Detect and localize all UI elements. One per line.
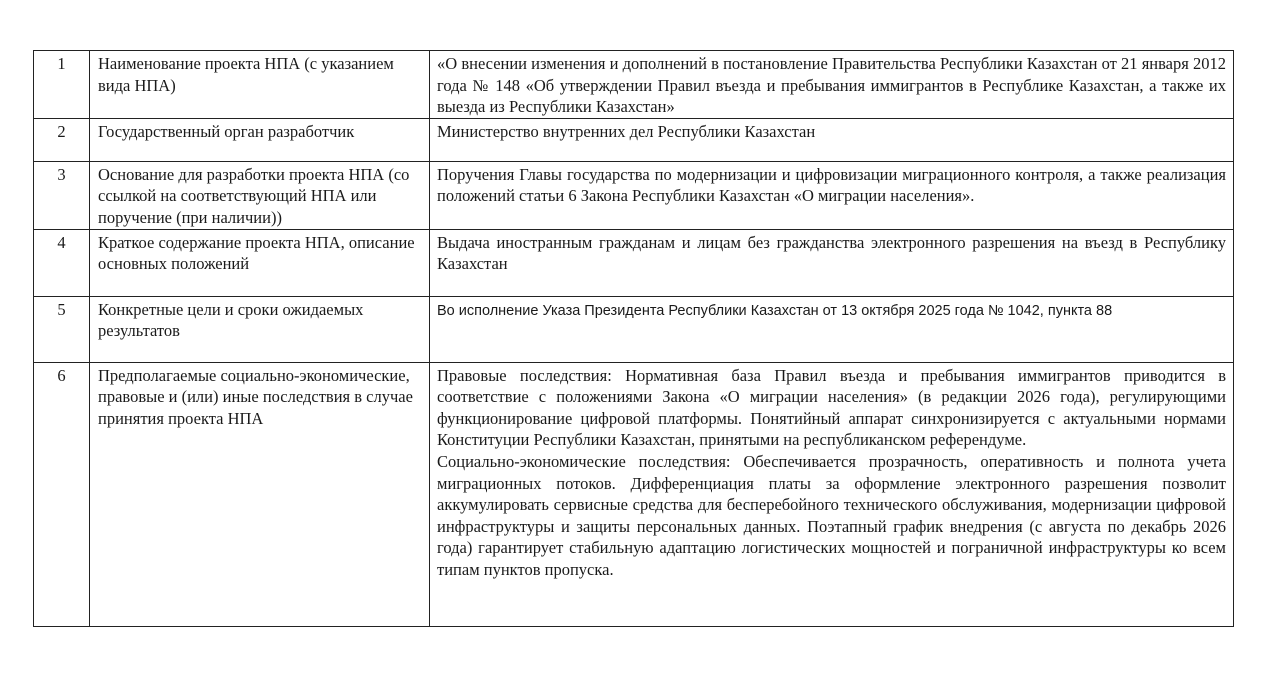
row-number: 4: [34, 229, 90, 296]
npa-info-table: [33, 50, 1234, 627]
row-value: [430, 229, 1234, 296]
table-row: [34, 229, 1234, 296]
table-row: [34, 118, 1234, 161]
table-row: [34, 296, 1234, 362]
row-number: 3: [34, 161, 90, 229]
row-value: [430, 118, 1234, 161]
row-number: 5: [34, 296, 90, 362]
row-label: Краткое содержание проекта НПА, описание основных положений: [90, 229, 430, 296]
row-number: 2: [34, 118, 90, 161]
row-number: 6: [34, 362, 90, 626]
table-row: [34, 51, 1234, 119]
table-row: [34, 161, 1234, 229]
row-label: Конкретные цели и сроки ожидаемых результатов: [90, 296, 430, 362]
row-value-text: Выдача иностранным гражданам и лицам без гражданства электронного разрешения на въезд в Республику Казахстан: [437, 232, 1226, 274]
socio-economic-consequences-paragraph: Социально-экономические последствия: Обеспечивается прозрачность, оперативность и полнота учета миграционных потоков. Дифференциация платы за оформление электронного разрешения позволит аккумулировать сервисные средства для бесперебойного технического обслуживания, модернизации цифровой инфраструктуры и защиты персональных данных. Поэтапный график внедрения (с августа по декабрь 2026 года) гарантирует стабильную адаптацию логистических мощностей и пограничной инфраструктуры ко всем типам пунктов пропуска.: [437, 451, 1226, 579]
row-label: Государственный орган разработчик: [90, 118, 430, 161]
row-value-text: Поручения Главы государства по модернизации и цифровизации миграционного контроля, а также реализация положений статьи 6 Закона Республики Казахстан «О миграции населения».: [437, 164, 1226, 206]
row-value-text: Во исполнение Указа Президента Республики Казахстан от 13 октября 2025 года № 1042, пункта 88: [437, 302, 1113, 319]
row-label: Предполагаемые социально-экономические, правовые и (или) иные последствия в случае принятия проекта НПА: [90, 362, 430, 626]
row-value: [430, 296, 1234, 362]
legal-consequences-paragraph: Правовые последствия: Нормативная база Правил въезда и пребывания иммигрантов приводится в соответствие с положениями Закона «О миграции населения» (в редакции 2026 года), регулирующими функционирование цифровой платформы. Понятийный аппарат синхронизируется с актуальными нормами Конституции Республики Казахстан, принятыми на республиканском референдуме.: [437, 365, 1226, 450]
row-label: Основание для разработки проекта НПА (со ссылкой на соответствующий НПА или поручение (при наличии)): [90, 161, 430, 229]
row-value-text: «О внесении изменения и дополнений в постановление Правительства Республики Казахстан от 21 января 2012 года № 148 «Об утверждении Правил въезда и пребывания иммигрантов в Республике Казахстан, а также их выезда из Республики Казахстан»: [437, 54, 1226, 117]
row-value: [430, 362, 1234, 626]
row-value: [430, 161, 1234, 229]
row-value: [430, 51, 1234, 119]
table-row: [34, 362, 1234, 626]
row-number: 1: [34, 51, 90, 119]
row-value-text: Министерство внутренних дел Республики Казахстан: [437, 121, 816, 141]
row-label: Наименование проекта НПА (с указанием вида НПА): [90, 51, 430, 119]
